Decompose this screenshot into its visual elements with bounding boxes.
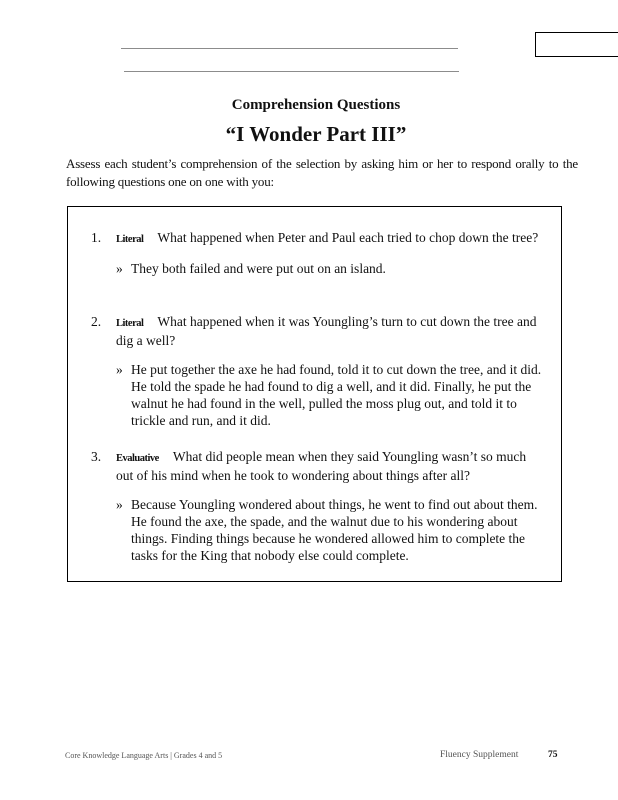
question-text: What happened when it was Youngling’s turn to cut down the tree and dig a well?	[116, 314, 537, 348]
answer-marker: »	[116, 497, 123, 512]
page-title: “I Wonder Part III”	[225, 122, 407, 146]
question-text-block	[116, 229, 546, 248]
page-number: 75	[548, 750, 558, 760]
question-number: 3.	[91, 449, 102, 464]
answer-text: He put together the axe he had found, told it to cut down the tree, and it did. He told the spade he had found to dig a well, and it did. Finally, he put the walnut he had found in the well, pulled the moss plug out, and told it to trickle and run, and it did.	[131, 362, 542, 428]
question-text-block	[116, 448, 546, 484]
intro-paragraph: Assess each student’s comprehension of the selection by asking him or her to respond orally to the following questions one on one with you:	[66, 156, 578, 189]
answer-item	[116, 361, 546, 429]
section-heading: Comprehension Questions	[231, 97, 401, 113]
question-text: What did people mean when they said Youngling wasn’t so much out of his mind when he took to wondering about things after all?	[116, 449, 527, 483]
question-item	[91, 313, 546, 429]
answer-text: Because Youngling wondered about things, he went to find out about them. He found the axe, the spade, and the walnut due to his wondering about things. Finding things because he wondered allowed him to complete the tasks for the King that nobody else could complete.	[131, 497, 538, 563]
answer-marker: »	[116, 261, 123, 276]
question-item	[91, 448, 546, 564]
answer-text: They both failed and were put out on an island.	[131, 261, 386, 276]
date-line	[124, 71, 459, 72]
question-number: 2.	[91, 314, 102, 329]
question-text-block	[116, 313, 546, 349]
corner-box	[535, 32, 618, 57]
footer-series-label: Core Knowledge Language Arts | Grades 4 and 5	[65, 751, 223, 760]
question-type: Literal	[116, 318, 144, 329]
question-item	[91, 229, 546, 277]
answer-item	[116, 260, 546, 277]
question-number: 1.	[91, 230, 102, 245]
answer-marker: »	[116, 362, 123, 377]
questions-box	[67, 206, 562, 582]
question-type: Evaluative	[116, 453, 159, 464]
question-type: Literal	[116, 234, 144, 245]
name-line	[121, 48, 458, 49]
answer-item	[116, 496, 546, 564]
question-text: What happened when Peter and Paul each tried to chop down the tree?	[157, 230, 539, 245]
footer-book-label: Fluency Supplement	[440, 750, 519, 760]
